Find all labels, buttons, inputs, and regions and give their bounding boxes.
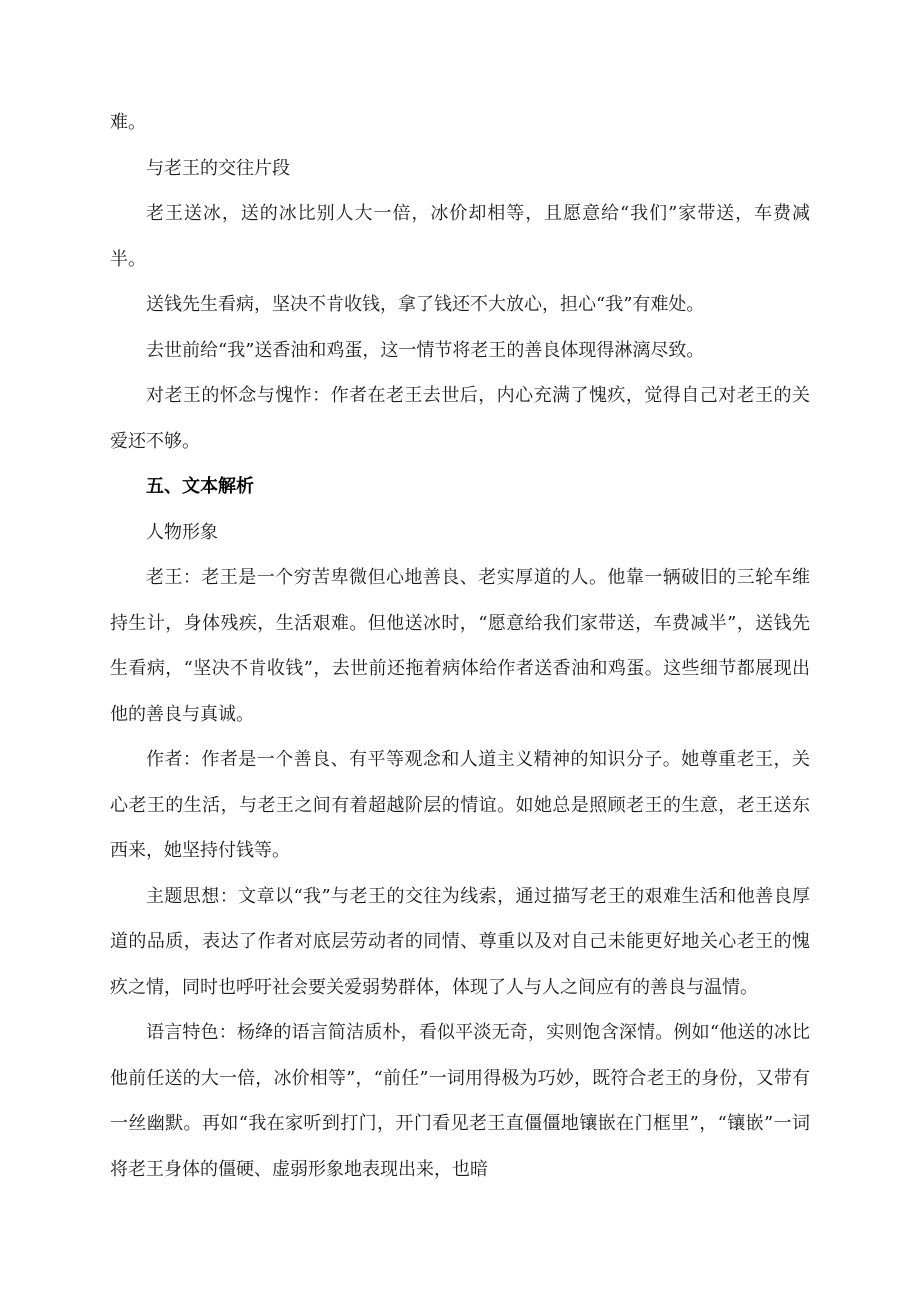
- paragraph-ice-delivery: 老王送冰，送的冰比别人大一倍，冰价却相等，且愿意给“我们”家带送，车费减半。: [110, 203, 810, 270]
- paragraph-oil-and-eggs: 去世前给“我”送香油和鸡蛋，这一情节将老王的善良体现得淋漓尽致。: [146, 339, 705, 361]
- section-heading-text-analysis: 五、文本解析: [146, 476, 254, 497]
- paragraph-continuation: 难。: [110, 112, 146, 133]
- paragraph-author: 作者：作者是一个善良、有平等观念和人道主义精神的知识分子。她尊重老王，关心老王的生活，与老王之间有着超越阶层的情谊。如她总是照顾老王的生意，老王送东西来，她坚持付钱等。: [110, 749, 810, 861]
- paragraph-remembrance: 对老王的怀念与愧怍：作者在老王去世后，内心充满了愧疚，觉得自己对老王的关爱还不够。: [110, 385, 810, 452]
- paragraph-lao-wang: 老王：老王是一个穷苦卑微但心地善良、老实厚道的人。他靠一辆破旧的三轮车维持生计，身体残疾，生活艰难。但他送冰时，“愿意给我们家带送，车费减半”，送钱先生看病，“坚决不肯收钱”，去世前还拖着病体给作者送香油和鸡蛋。这些细节都展现出他的善良与真诚。: [110, 567, 810, 725]
- document-body: [110, 100, 810, 1192]
- subheading-character-images: 人物形象: [146, 521, 218, 543]
- subheading-interaction-episodes: 与老王的交往片段: [146, 157, 290, 179]
- paragraph-theme: 主题思想：文章以“我”与老王的交往为线索，通过描写老王的艰难生活和他善良厚道的品质，表达了作者对底层劳动者的同情、尊重以及对自己未能更好地关心老王的愧疚之情，同时也呼吁社会要关爱弱势群体，体现了人与人之间应有的善良与温情。: [110, 885, 810, 998]
- paragraph-hospital-ride: 送钱先生看病，坚决不肯收钱，拿了钱还不大放心，担心“我”有难处。: [146, 294, 705, 315]
- paragraph-language-features: 语言特色：杨绛的语言简洁质朴，看似平淡无奇，实则饱含深情。例如“他送的冰比他前任送的大一倍，冰价相等”，“前任”一词用得极为巧妙，既符合老王的身份，又带有一丝幽默。再如“我在家听到打门，开门看见老王直僵僵地镶嵌在门框里”，“镶嵌”一词将老王身体的僵硬、虚弱形象地表现出来，也暗: [110, 1022, 810, 1180]
